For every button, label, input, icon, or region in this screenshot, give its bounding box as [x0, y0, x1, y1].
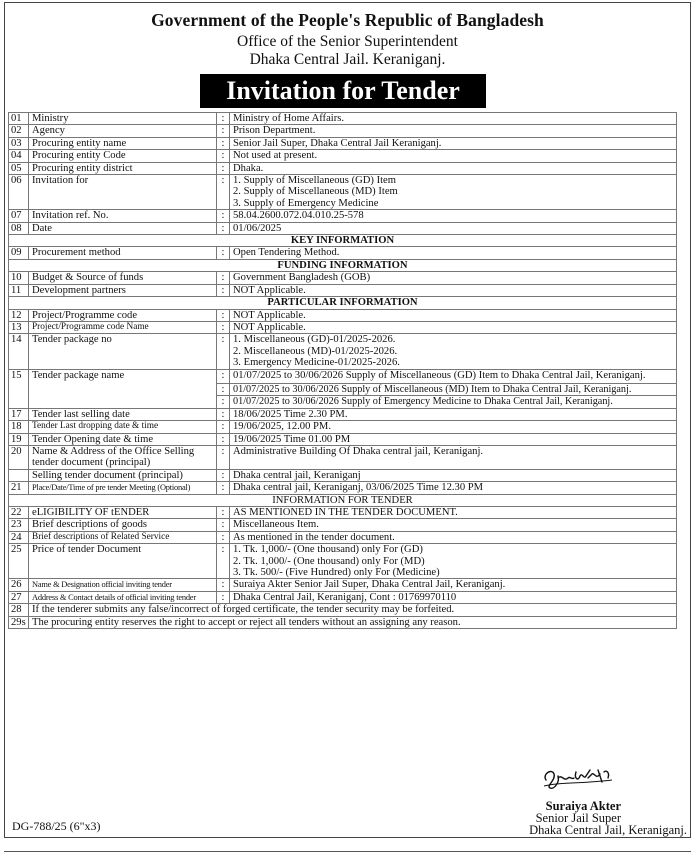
row-value: Dhaka. [230, 162, 677, 174]
table-row [9, 222, 677, 234]
colon: : [217, 469, 230, 481]
colon: : [217, 445, 230, 469]
row-value: 58.04.2600.072.04.010.25-578 [230, 210, 677, 222]
table-row [9, 210, 677, 222]
row-label: Project/Programme code [29, 309, 217, 321]
table-row [9, 175, 677, 210]
row-value: Senior Jail Super, Dhaka Central Jail Keraniganj. [230, 137, 677, 149]
row-value: 01/07/2025 to 30/06/2026 Supply of Miscellaneous (MD) Item to Dhaka Central Jail, Keraniganj. [230, 383, 677, 395]
table-row [9, 369, 677, 383]
colon: : [217, 309, 230, 321]
row-number: 06 [9, 175, 29, 210]
row-value: Government Bangladesh (GOB) [230, 272, 677, 284]
row-value: 01/07/2025 to 30/06/2026 Supply of Miscellaneous (GD) Item to Dhaka Central Jail, Keraniganj. [230, 369, 677, 383]
row-label: Name & Address of the Office Selling tender document (principal) [29, 445, 217, 469]
row-label: Place/Date/Time of pre tender Meeting (Optional) [29, 482, 217, 494]
location-heading: Dhaka Central Jail. Keraniganj. [249, 51, 446, 68]
row-value: Dhaka central jail, Keraniganj, 03/06/2025 Time 12.30 PM [230, 482, 677, 494]
row-number: 02 [9, 125, 29, 137]
row-value: Prison Department. [230, 125, 677, 137]
row-number: 23 [9, 519, 29, 531]
row-value: NOT Applicable. [230, 321, 677, 333]
handwritten-signature [540, 764, 620, 792]
table-row [9, 113, 677, 125]
government-heading: Government of the People's Republic of Bangladesh [151, 10, 544, 30]
row-label: Budget & Source of funds [29, 272, 217, 284]
section-row [9, 259, 677, 271]
row-label: Agency [29, 125, 217, 137]
row-number: 05 [9, 162, 29, 174]
tender-table [8, 112, 677, 629]
row-number: 04 [9, 150, 29, 162]
colon: : [217, 396, 230, 408]
row-number: 09 [9, 247, 29, 259]
table-row [9, 591, 677, 603]
table-row [9, 309, 677, 321]
row-label: Price of tender Document [29, 544, 217, 579]
row-label: Development partners [29, 284, 217, 296]
table-row [9, 421, 677, 433]
office-heading: Office of the Senior Superintendent [237, 33, 458, 50]
row-number: 15 [9, 369, 29, 408]
colon: : [217, 272, 230, 284]
table-row [9, 247, 677, 259]
row-number: 17 [9, 408, 29, 420]
table-row [9, 137, 677, 149]
table-row [9, 408, 677, 420]
row-number: 22 [9, 507, 29, 519]
row-label: Selling tender document (principal) [29, 469, 217, 481]
row-value: Dhaka central jail, Keraniganj [230, 469, 677, 481]
value-line: 3. Tk. 500/- (Five Hundred) only For (Medicine) [233, 567, 440, 579]
colon: : [217, 507, 230, 519]
table-row [9, 616, 677, 628]
row-value: The procuring entity reserves the right to accept or reject all tenders without an assigning any reason. [29, 616, 677, 628]
colon: : [217, 591, 230, 603]
colon: : [217, 321, 230, 333]
table-row [9, 162, 677, 174]
row-label: Address & Contact details of official inviting tender [29, 591, 217, 603]
colon: : [217, 334, 230, 369]
row-label: Tender package name [29, 369, 217, 408]
colon: : [217, 544, 230, 579]
table-row [9, 482, 677, 494]
section-heading: FUNDING INFORMATION [9, 259, 677, 271]
row-label: Procurement method [29, 247, 217, 259]
section-row [9, 494, 677, 506]
row-number: 11 [9, 284, 29, 296]
row-number: 01 [9, 113, 29, 125]
row-number: 21 [9, 482, 29, 494]
row-number: 24 [9, 531, 29, 543]
row-number: 03 [9, 137, 29, 149]
row-value [230, 544, 677, 579]
bottom-divider [4, 851, 691, 858]
row-label: Project/Programme code Name [29, 321, 217, 333]
row-value: 19/06/2025 Time 01.00 PM [230, 433, 677, 445]
table-row [9, 150, 677, 162]
row-value: Suraiya Akter Senior Jail Super, Dhaka Central Jail, Keraniganj. [230, 579, 677, 591]
row-value: 01/07/2025 to 30/06/2026 Supply of Emergency Medicine to Dhaka Central Jail, Keraniganj. [230, 396, 677, 408]
table-row [9, 334, 677, 369]
row-value: Administrative Building Of Dhaka central jail, Keraniganj. [230, 445, 677, 469]
section-row [9, 297, 677, 309]
row-number: 08 [9, 222, 29, 234]
row-number: 29s [9, 616, 29, 628]
colon: : [217, 222, 230, 234]
row-label: Procuring entity name [29, 137, 217, 149]
colon: : [217, 113, 230, 125]
table-row [9, 272, 677, 284]
signatory-name: Suraiya Akter [545, 799, 621, 813]
row-value [230, 175, 677, 210]
value-line: 3. Supply of Emergency Medicine [233, 197, 379, 209]
colon: : [217, 408, 230, 420]
value-line: 1. Miscellaneous (GD)-01/2025-2026. [233, 334, 396, 346]
row-label: Tender package no [29, 334, 217, 369]
table-row [9, 579, 677, 591]
section-heading: INFORMATION FOR TENDER [9, 494, 677, 506]
colon: : [217, 369, 230, 383]
colon: : [217, 137, 230, 149]
table-row [9, 321, 677, 333]
colon: : [217, 519, 230, 531]
row-label: Invitation ref. No. [29, 210, 217, 222]
row-value: 19/06/2025, 12.00 PM. [230, 421, 677, 433]
value-line: 2. Miscellaneous (MD)-01/2025-2026. [233, 345, 398, 357]
row-number: 26 [9, 579, 29, 591]
row-value: 01/06/2025 [230, 222, 677, 234]
row-label: Tender last selling date [29, 408, 217, 420]
row-value: NOT Applicable. [230, 309, 677, 321]
table-row [9, 433, 677, 445]
table-row [9, 507, 677, 519]
row-value: Miscellaneous Item. [230, 519, 677, 531]
row-label: Date [29, 222, 217, 234]
table-row [9, 544, 677, 579]
row-value: 18/06/2025 Time 2.30 PM. [230, 408, 677, 420]
value-line: 2. Tk. 1,000/- (One thousand) only For (MD) [233, 555, 425, 567]
colon: : [217, 421, 230, 433]
row-label: eLIGIBILITY OF tENDER [29, 507, 217, 519]
row-value [230, 334, 677, 369]
row-label: Procuring entity Code [29, 150, 217, 162]
row-value: AS MENTIONED IN THE TENDER DOCUMENT. [230, 507, 677, 519]
colon: : [217, 150, 230, 162]
section-heading: KEY INFORMATION [9, 235, 677, 247]
row-number: 19 [9, 433, 29, 445]
row-number: 27 [9, 591, 29, 603]
colon: : [217, 383, 230, 395]
section-heading: PARTICULAR INFORMATION [9, 297, 677, 309]
row-number: 25 [9, 544, 29, 579]
row-label: Brief descriptions of Related Service [29, 531, 217, 543]
row-label: Tender Last dropping date & time [29, 421, 217, 433]
row-number: 07 [9, 210, 29, 222]
table-row [9, 284, 677, 296]
table-row [9, 469, 677, 481]
table-row [9, 445, 677, 469]
colon: : [217, 247, 230, 259]
colon: : [217, 210, 230, 222]
value-line: 1. Tk. 1,000/- (One thousand) only For (GD) [233, 544, 423, 556]
table-row [9, 125, 677, 137]
colon: : [217, 125, 230, 137]
row-number: 13 [9, 321, 29, 333]
row-value: Open Tendering Method. [230, 247, 677, 259]
row-value: NOT Applicable. [230, 284, 677, 296]
colon: : [217, 531, 230, 543]
table-row [9, 531, 677, 543]
row-number: 28 [9, 604, 29, 616]
table-row [9, 519, 677, 531]
row-number: 18 [9, 421, 29, 433]
row-label: Procuring entity district [29, 162, 217, 174]
row-value: If the tenderer submits any false/incorrect of forged certificate, the tender security may be forfeited. [29, 604, 677, 616]
section-row [9, 235, 677, 247]
colon: : [217, 162, 230, 174]
table-row [9, 604, 677, 616]
row-label: Invitation for [29, 175, 217, 210]
colon: : [217, 433, 230, 445]
row-number: 14 [9, 334, 29, 369]
signatory-designation: Senior Jail Super [535, 811, 621, 825]
value-line: 2. Supply of Miscellaneous (MD) Item [233, 186, 398, 198]
row-label: Brief descriptions of goods [29, 519, 217, 531]
row-label: Tender Opening date & time [29, 433, 217, 445]
row-number: 10 [9, 272, 29, 284]
row-number [9, 469, 29, 481]
colon: : [217, 175, 230, 210]
row-value: As mentioned in the tender document. [230, 531, 677, 543]
row-label: Name & Designation official inviting tender [29, 579, 217, 591]
colon: : [217, 284, 230, 296]
row-label: Ministry [29, 113, 217, 125]
advertisement-code: DG-788/25 (6"x3) [12, 819, 101, 833]
colon: : [217, 482, 230, 494]
row-value: Ministry of Home Affairs. [230, 113, 677, 125]
row-value: Not used at present. [230, 150, 677, 162]
row-number: 12 [9, 309, 29, 321]
row-value: Dhaka Central Jail, Keraniganj, Cont : 01769970110 [230, 591, 677, 603]
signatory-office: Dhaka Central Jail, Keraniganj. [529, 823, 687, 837]
page-title: Invitation for Tender [200, 74, 486, 108]
value-line: 3. Emergency Medicine-01/2025-2026. [233, 357, 400, 369]
row-number: 20 [9, 445, 29, 469]
colon: : [217, 579, 230, 591]
value-line: 1. Supply of Miscellaneous (GD) Item [233, 175, 396, 187]
